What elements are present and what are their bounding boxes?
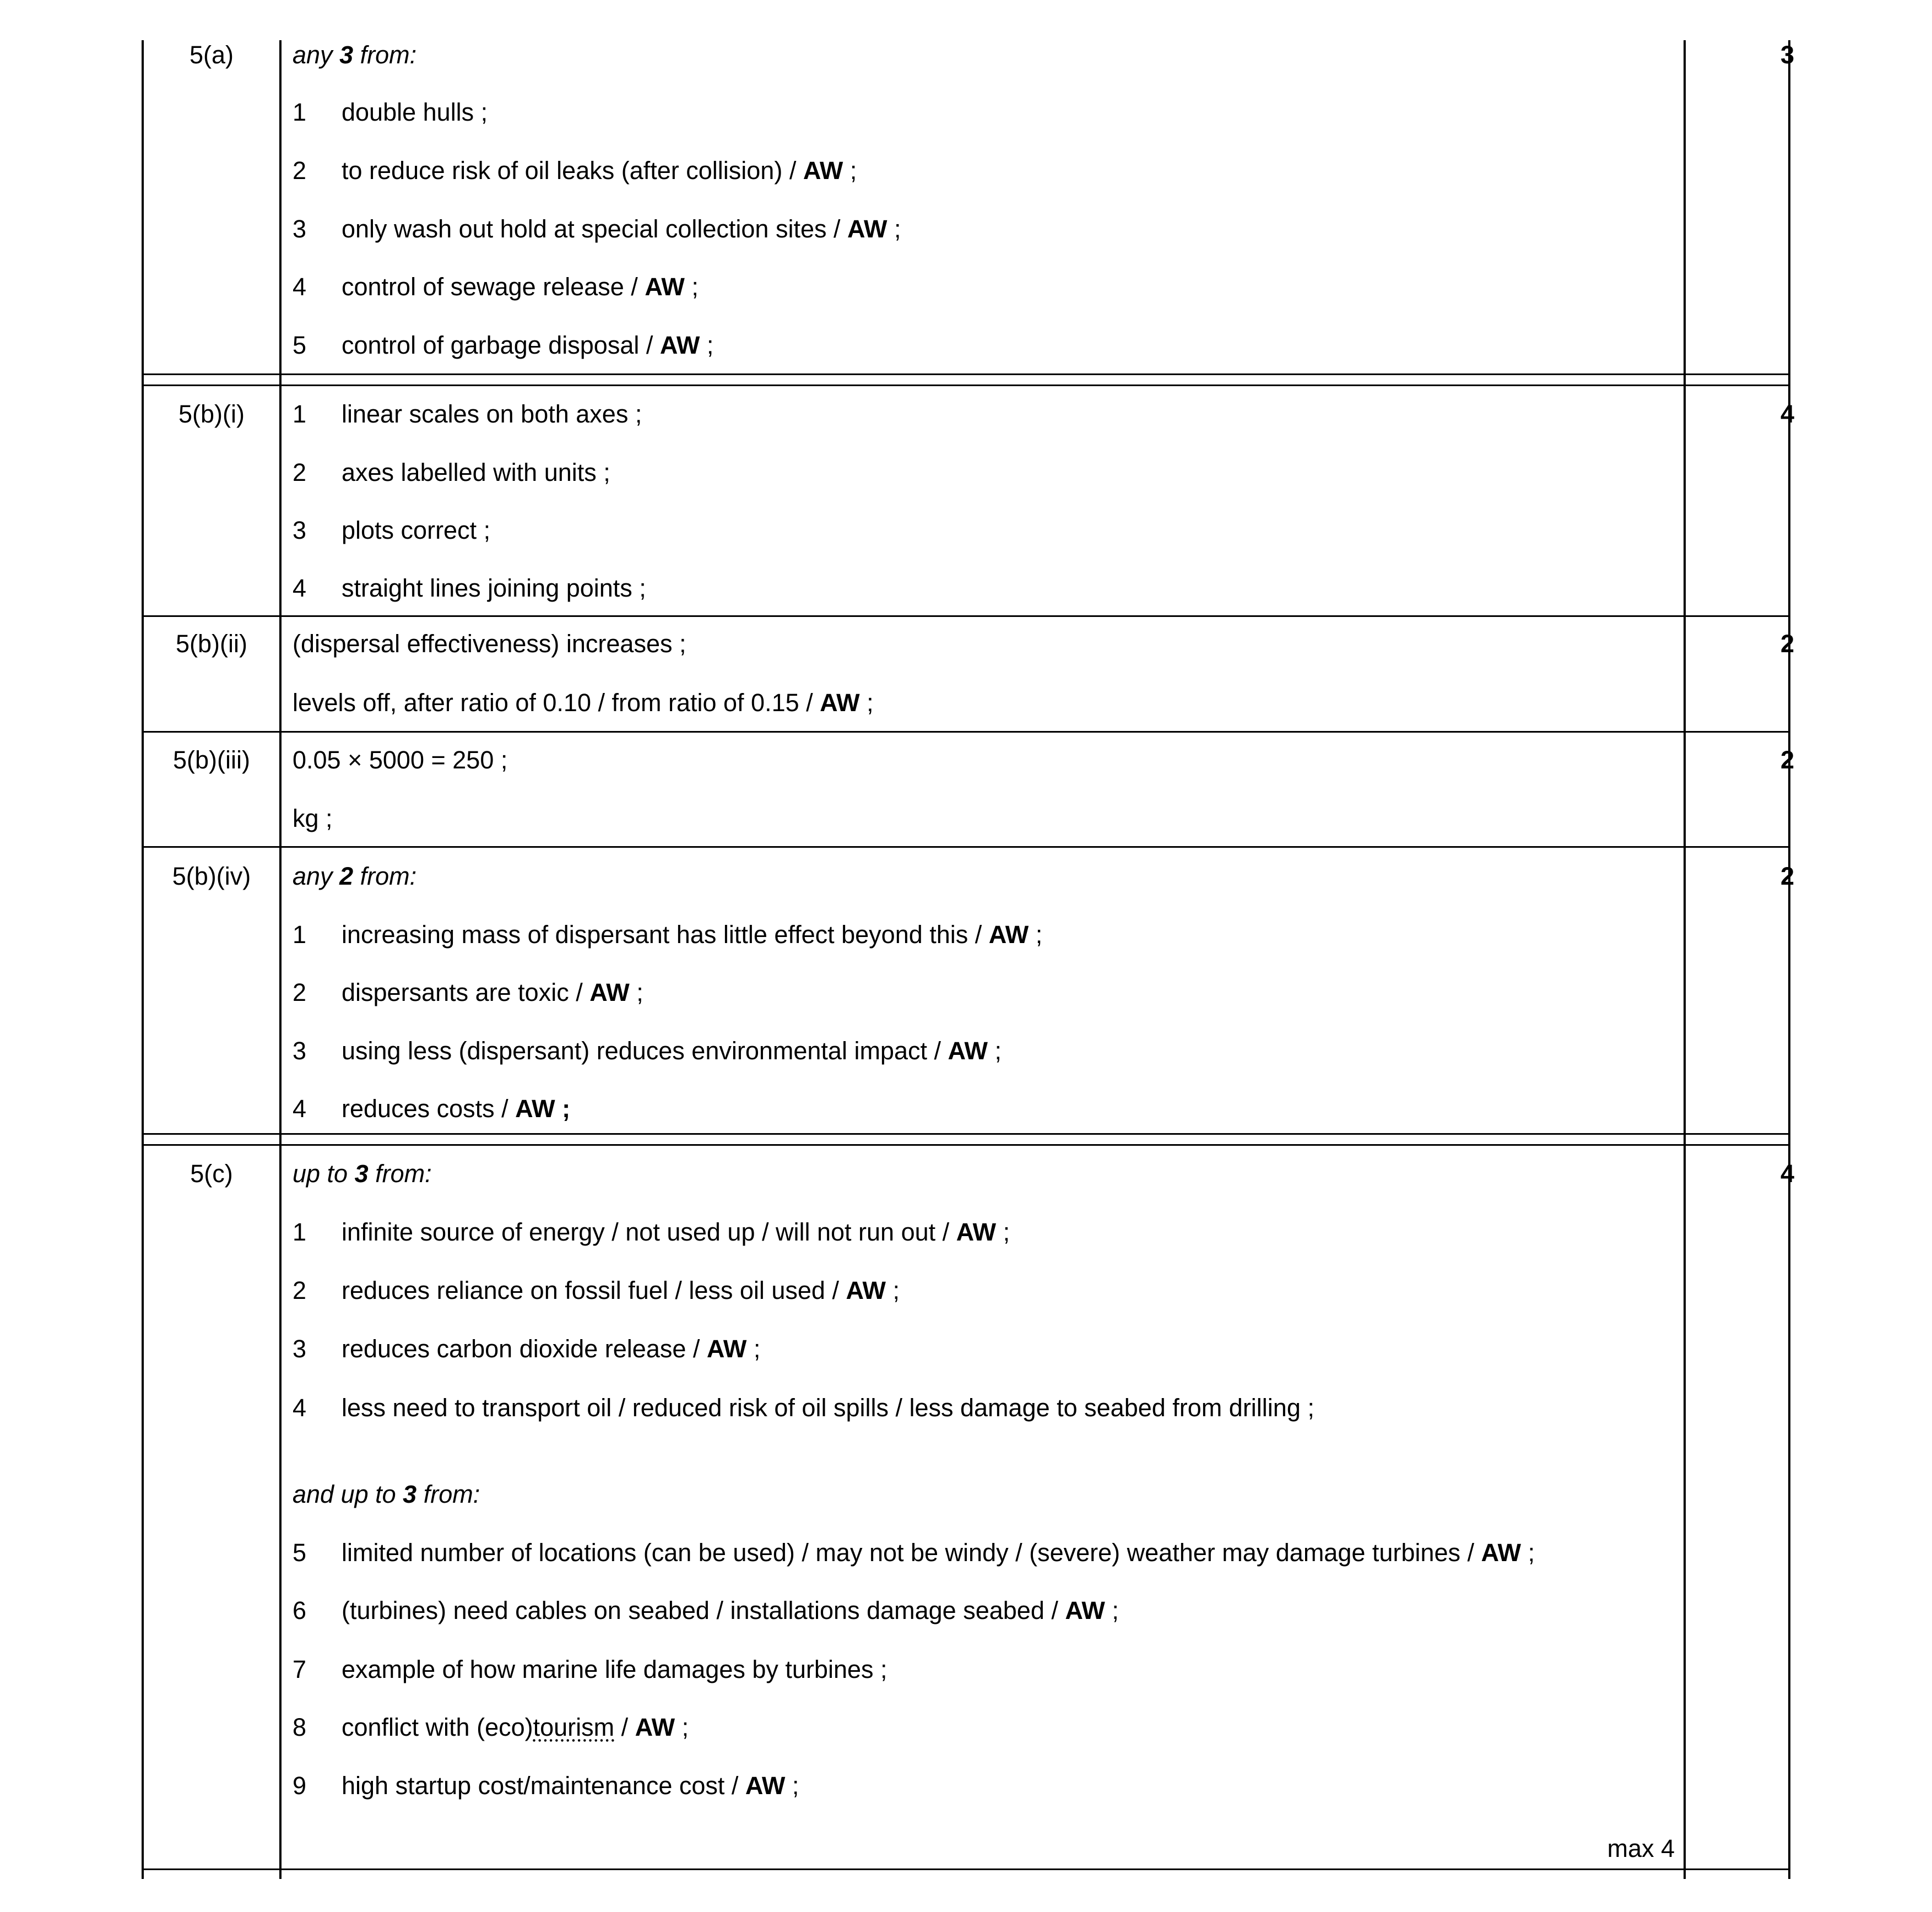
answer-item: linear scales on both axes ; <box>342 400 642 428</box>
answer-item: to reduce risk of oil leaks (after collision) / AW ; <box>342 156 857 185</box>
answer-item: dispersants are toxic / AW ; <box>342 978 643 1006</box>
answer-item: less need to transport oil / reduced risk of oil spills / less damage to seabed from drilling ; <box>342 1394 1314 1422</box>
item-number: 9 <box>293 1772 307 1800</box>
marks-value: 4 <box>1780 1160 1794 1188</box>
item-number: 5 <box>293 331 307 359</box>
answer-line: levels off, after ratio of 0.10 / from ratio of 0.15 / AW ; <box>293 689 874 717</box>
item-number: 2 <box>293 156 307 185</box>
answer-item: (turbines) need cables on seabed / installations damage seabed / AW ; <box>342 1596 1119 1624</box>
item-number: 3 <box>293 215 307 243</box>
row-divider <box>142 1144 1790 1146</box>
question-number: 5(c) <box>190 1160 233 1188</box>
item-number: 5 <box>293 1539 307 1567</box>
answer-item: control of garbage disposal / AW ; <box>342 331 714 359</box>
answer-item: reduces costs / AW ; <box>342 1095 571 1123</box>
item-number: 8 <box>293 1713 307 1741</box>
answer-line: kg ; <box>293 804 333 832</box>
marks-value: 2 <box>1780 630 1794 658</box>
item-number: 1 <box>293 98 307 126</box>
row-divider <box>142 846 1790 848</box>
item-number: 4 <box>293 1394 307 1422</box>
row-divider <box>142 731 1790 733</box>
item-number: 3 <box>293 1037 307 1065</box>
answer-line: (dispersal effectiveness) increases ; <box>293 630 686 658</box>
answer-item: high startup cost/maintenance cost / AW ; <box>342 1772 799 1800</box>
answer-item: example of how marine life damages by turbines ; <box>342 1655 887 1683</box>
marks-value: 4 <box>1780 400 1794 428</box>
answer-intro: up to 3 from: <box>293 1160 432 1188</box>
question-number: 5(b)(iii) <box>173 746 250 774</box>
row-divider <box>142 615 1790 617</box>
item-number: 6 <box>293 1596 307 1624</box>
answer-item: infinite source of energy / not used up / will not run out / AW ; <box>342 1218 1010 1246</box>
item-number: 4 <box>293 273 307 301</box>
item-number: 1 <box>293 1218 307 1246</box>
question-number: 5(b)(i) <box>178 400 245 428</box>
answer-intro: any 2 from: <box>293 862 417 890</box>
answer-item: axes labelled with units ; <box>342 458 610 486</box>
item-number: 3 <box>293 516 307 544</box>
marks-value: 3 <box>1780 41 1794 69</box>
answer-item: plots correct ; <box>342 516 491 544</box>
item-number: 2 <box>293 458 307 486</box>
marks-value: 2 <box>1780 862 1794 890</box>
answer-intro: any 3 from: <box>293 41 417 69</box>
item-number: 1 <box>293 400 307 428</box>
question-number: 5(b)(ii) <box>176 630 247 658</box>
item-number: 4 <box>293 1095 307 1123</box>
answer-item: increasing mass of dispersant has little effect beyond this / AW ; <box>342 920 1043 949</box>
item-number: 2 <box>293 1276 307 1304</box>
answer-item: conflict with (eco)tourism / AW ; <box>342 1713 689 1741</box>
row-divider <box>142 1133 1790 1135</box>
answer-item: control of sewage release / AW ; <box>342 273 699 301</box>
question-number: 5(b)(iv) <box>172 862 251 890</box>
row-divider <box>142 373 1790 375</box>
table-column-divider-question <box>279 40 282 1879</box>
answer-item: straight lines joining points ; <box>342 574 646 602</box>
max-marks-note: max 4 <box>1607 1834 1675 1862</box>
item-number: 2 <box>293 978 307 1006</box>
answer-line: 0.05 × 5000 = 250 ; <box>293 746 508 774</box>
row-divider <box>142 384 1790 386</box>
table-border-left <box>142 40 144 1879</box>
answer-intro: and up to 3 from: <box>293 1480 480 1508</box>
table-border-bottom <box>142 1868 1790 1870</box>
answer-item: only wash out hold at special collection sites / AW ; <box>342 215 901 243</box>
question-number: 5(a) <box>189 41 234 69</box>
answer-item: reduces carbon dioxide release / AW ; <box>342 1335 761 1363</box>
answer-item: reduces reliance on fossil fuel / less oil used / AW ; <box>342 1276 900 1304</box>
item-number: 1 <box>293 920 307 949</box>
marks-value: 2 <box>1780 746 1794 774</box>
table-column-divider-marks <box>1684 40 1686 1879</box>
item-number: 7 <box>293 1655 307 1683</box>
answer-item: using less (dispersant) reduces environmental impact / AW ; <box>342 1037 1002 1065</box>
item-number: 3 <box>293 1335 307 1363</box>
answer-item: limited number of locations (can be used) / may not be windy / (severe) weather may damage turbines / AW ; <box>342 1539 1535 1567</box>
answer-item: double hulls ; <box>342 98 488 126</box>
item-number: 4 <box>293 574 307 602</box>
table-border-right <box>1788 40 1790 1879</box>
